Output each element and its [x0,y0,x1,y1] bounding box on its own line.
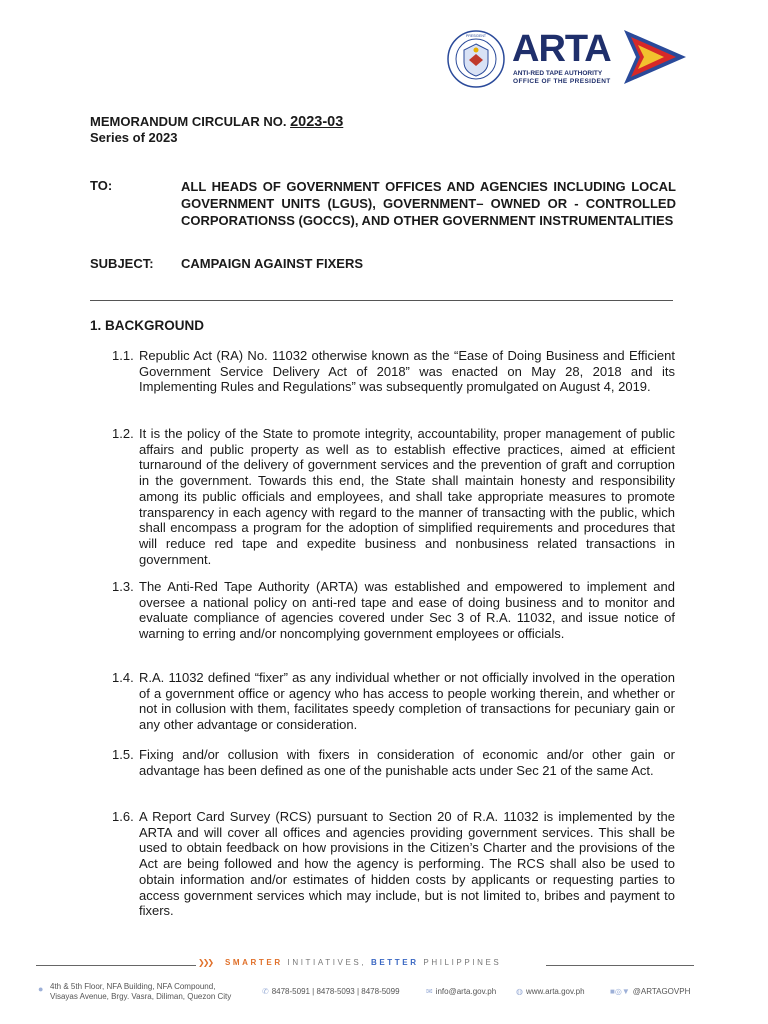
phone-icon: ✆ [262,987,269,996]
to-label: TO: [90,178,113,193]
email-address: info@arta.gov.ph [435,987,497,996]
memo-number: 2023-03 [290,114,344,130]
footer-rule-right [546,965,694,966]
svg-text:PRESIDENT: PRESIDENT [465,34,487,38]
footer-rule-left [36,965,196,966]
arta-arrow-icon [622,28,688,86]
footer-social[interactable] [610,987,690,996]
mail-icon: ✉ [426,987,433,996]
social-handle: @ARTAGOVPH [632,987,691,996]
memo-prefix: MEMORANDUM CIRCULAR NO. [90,114,287,129]
logo-subtitle-office: OFFICE OF THE PRESIDENT [513,78,611,85]
paragraph-1-1 [112,348,675,395]
paragraph-1-5 [112,747,675,778]
arta-logo [508,28,688,88]
globe-icon: ◍ [516,987,523,996]
paragraph-number: 1.4. [112,670,134,685]
tagline-philippines: PHILIPPINES [423,958,502,967]
chevron-right-icon: ❯❯❯ [198,958,213,967]
footer-address [38,982,231,1002]
paragraph-text: The Anti-Red Tape Authority (ARTA) was established and empowered to implement and oversee a national policy on anti-red tape and ease of doing business and to monitor and evaluate compliance of agencies covered under Sec 3 of R.A. 11032, and issue notice of warning to erring and/or noncomplying government employees or officials. [139,579,675,642]
paragraph-1-6 [112,809,675,919]
memo-series: Series of 2023 [90,130,178,145]
tagline-smarter: SMARTER [224,958,283,967]
paragraph-number: 1.5. [112,747,134,762]
paragraph-text: A Report Card Survey (RCS) pursuant to Section 20 of R.A. 11032 is implemented by the ARTA and will cover all offices and agencies providing government services. This shall be used to obtain feedback on how provisions in the Citizen’s Charter and the provisions of the Act are being followed and how the agency is performing. The RCS shall also be used to obtain information and/or estimates of hidden costs by applicants or requesting parties to access government services which may include, but is not limited to, bribes and payment to fixers. [139,809,675,919]
subject-text: CAMPAIGN AGAINST FIXERS [181,256,364,271]
footer-email[interactable] [426,987,496,996]
paragraph-text: Republic Act (RA) No. 11032 otherwise known as the “Ease of Doing Business and Efficient Government Service Delivery Act of 2018” was enacted on May 28, 2018 and its Implementing Rules and Regulations” was subsequently promulgated on August 4, 2019. [139,348,675,395]
paragraph-1-2 [112,426,675,567]
paragraph-text: R.A. 11032 defined “fixer” as any individual whether or not officially involved in the operation of a government office or agency who has access to people working therein, and whether or not in collusion with them, facilitates speedy completion of transactions for pecuniary gain or any other advantage or consideration. [139,670,675,733]
address-line-2: Visayas Avenue, Brgy. Vasra, Diliman, Quezon City [50,992,232,1001]
tagline-better: BETTER [370,958,419,967]
tagline-initiatives: INITIATIVES, [287,958,367,967]
social-media-icon: ■◎▼ [610,987,630,996]
paragraph-number: 1.1. [112,348,134,363]
footer-website[interactable] [516,987,585,996]
to-recipients: ALL HEADS OF GOVERNMENT OFFICES AND AGENCIES INCLUDING LOCAL GOVERNMENT UNITS (LGUS), GOVERNMENT– OWNED OR - CONTROLLED CORPORATIONSS (GOCCS), AND OTHER GOVERNMENT INSTRUMENTALITIES [181,179,676,228]
address-line-1: 4th & 5th Floor, NFA Building, NFA Compound, [50,982,216,991]
logo-subtitle-authority: ANTI-RED TAPE AUTHORITY [513,70,603,77]
paragraph-number: 1.6. [112,809,134,824]
divider [90,300,673,301]
paragraph-1-3 [112,579,675,642]
location-pin-icon: ● [38,984,44,994]
paragraph-text: Fixing and/or collusion with fixers in consideration of economic and/or other gain or advantage has been defined as one of the punishable acts under Sec 21 of the same Act. [139,747,675,778]
logo-word: ARTA [512,28,611,70]
paragraph-1-4 [112,670,675,733]
footer-phones [262,987,400,996]
presidential-seal-icon [447,30,505,88]
paragraph-text: It is the policy of the State to promote integrity, accountability, proper management of public affairs and public property as well as to establish effective practices, aimed at efficient turnaround of the delivery of government services and the prevention of graft and corruption in the government. Towards this end, the State shall maintain honesty and responsibility among its public officials and employees, and shall take appropriate measures to promote transparency in each agency with regard to the manner of transacting with the public, which shall encompass a program for the adoption of simplified requirements and procedures that will reduce red tape and expedite business and nonbusiness related transactions in government. [139,426,675,567]
phone-numbers: 8478-5091 | 8478-5093 | 8478-5099 [271,987,400,996]
memo-heading [90,114,343,146]
section-title: 1. BACKGROUND [90,318,205,333]
paragraph-number: 1.2. [112,426,134,441]
subject-label: SUBJECT: [90,256,154,271]
footer-tagline [198,958,501,967]
paragraph-number: 1.3. [112,579,134,594]
website-url: www.arta.gov.ph [525,987,585,996]
